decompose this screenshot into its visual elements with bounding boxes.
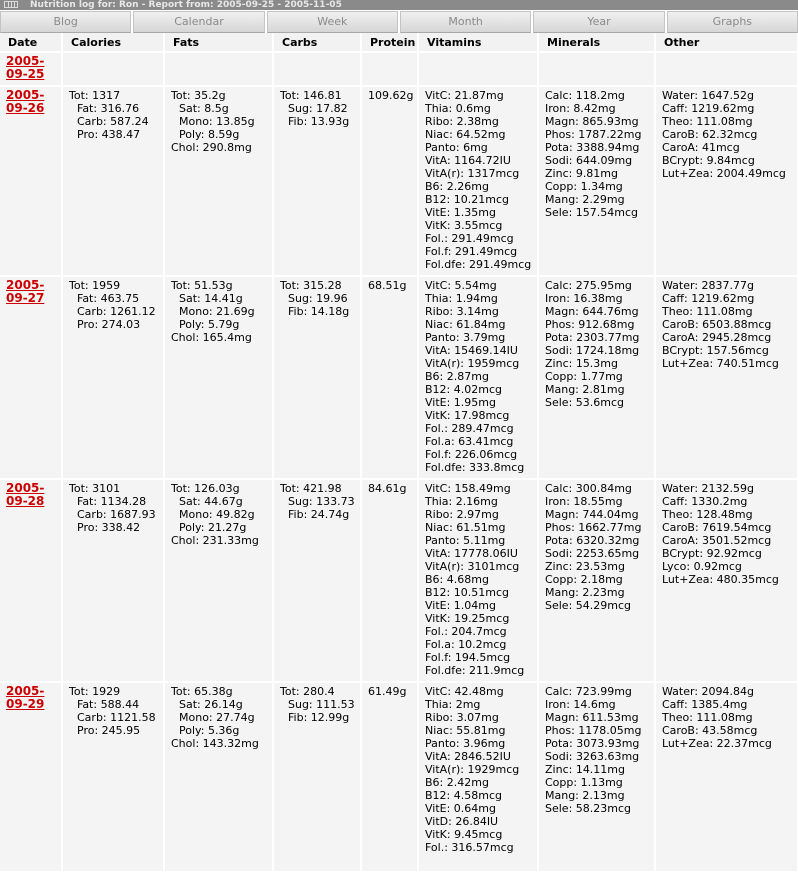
calories-value: Carb: 1261.12	[77, 305, 156, 318]
vitamins-value: Fol.dfe: 291.49mcg	[425, 258, 532, 271]
minerals-cell	[538, 682, 655, 872]
calories-value: Carb: 1121.58	[77, 711, 156, 724]
other-cell	[655, 682, 798, 872]
minerals-value: Copp: 2.18mg	[545, 573, 623, 586]
other-value: Theo: 111.08mg	[662, 115, 753, 128]
other-value: Theo: 128.48mg	[662, 508, 753, 521]
minerals-value: Iron: 16.38mg	[545, 292, 623, 305]
vitamins-value: VitK: 19.25mcg	[425, 612, 510, 625]
vitamins-value: VitD: 26.84IU	[425, 815, 499, 828]
date-link[interactable]: 2005-09-25	[6, 54, 45, 81]
minerals-value: Sodi: 1724.18mg	[545, 344, 640, 357]
minerals-value: Phos: 1662.77mg	[545, 521, 642, 534]
other-value: Caff: 1330.2mg	[662, 495, 748, 508]
vitamins-value: VitK: 9.45mcg	[425, 828, 503, 841]
vitamins-value: Thia: 2.16mg	[425, 495, 498, 508]
fats-value: Sat: 8.5g	[179, 102, 229, 115]
fats-value: Sat: 44.67g	[179, 495, 243, 508]
protein-value: 61.49g	[368, 685, 407, 698]
calories-cell	[62, 52, 164, 86]
carbs-value: Tot: 280.4	[280, 685, 335, 698]
minerals-value: Sodi: 644.09mg	[545, 154, 633, 167]
window-titlebar[interactable]	[0, 0, 798, 10]
other-value: CaroA: 3501.52mcg	[662, 534, 772, 547]
column-header-vitamins: Vitamins	[418, 33, 538, 52]
minerals-value: Phos: 1787.22mg	[545, 128, 642, 141]
other-value: Water: 1647.52g	[662, 89, 754, 102]
vitamins-value: VitA: 15469.14IU	[425, 344, 518, 357]
vitamins-value: Panto: 3.96mg	[425, 737, 506, 750]
protein-cell	[361, 682, 418, 872]
nutrition-table	[0, 33, 798, 873]
calories-value: Pro: 438.47	[77, 128, 141, 141]
vitamins-value: VitK: 3.55mcg	[425, 219, 503, 232]
fats-value: Tot: 51.53g	[171, 279, 233, 292]
vitamins-cell	[418, 52, 538, 86]
vitamins-value: VitA: 2846.52IU	[425, 750, 511, 763]
minerals-cell	[538, 479, 655, 682]
calories-value: Carb: 1687.93	[77, 508, 156, 521]
carbs-value: Tot: 146.81	[280, 89, 342, 102]
fats-cell	[164, 479, 273, 682]
protein-cell	[361, 52, 418, 86]
date-link[interactable]: 2005-09-28	[6, 481, 45, 508]
vitamins-value: VitK: 17.98mcg	[425, 409, 510, 422]
vitamins-value: B6: 2.87mg	[425, 370, 489, 383]
minerals-value: Copp: 1.13mg	[545, 776, 623, 789]
minerals-value: Mang: 2.29mg	[545, 193, 625, 206]
table-row	[0, 682, 798, 872]
minerals-value: Sodi: 3263.63mg	[545, 750, 640, 763]
minerals-value: Pota: 3388.94mg	[545, 141, 640, 154]
column-header-minerals: Minerals	[538, 33, 655, 52]
calories-value: Tot: 3101	[69, 482, 121, 495]
other-value: Lut+Zea: 480.35mcg	[662, 573, 779, 586]
table-body	[0, 52, 798, 872]
date-cell	[0, 86, 62, 276]
minerals-value: Mang: 2.81mg	[545, 383, 625, 396]
tab-blog[interactable]: Blog	[0, 11, 131, 33]
column-header-date: Date	[0, 33, 62, 52]
vitamins-value: B6: 4.68mg	[425, 573, 489, 586]
vitamins-value: Niac: 64.52mg	[425, 128, 506, 141]
vitamins-value: Fol.: 291.49mcg	[425, 232, 514, 245]
date-link[interactable]: 2005-09-29	[6, 684, 45, 711]
carbs-value: Sug: 17.82	[288, 102, 348, 115]
minerals-value: Zinc: 9.81mg	[545, 167, 619, 180]
calories-value: Carb: 587.24	[77, 115, 149, 128]
minerals-value: Sele: 54.29mcg	[545, 599, 632, 612]
column-header-protein: Protein	[361, 33, 418, 52]
vitamins-value: VitC: 21.87mg	[425, 89, 504, 102]
fats-value: Tot: 126.03g	[171, 482, 240, 495]
protein-value: 84.61g	[368, 482, 407, 495]
fats-cell	[164, 86, 273, 276]
column-header-other: Other	[655, 33, 798, 52]
carbs-value: Fib: 13.93g	[288, 115, 350, 128]
vitamins-value: Niac: 61.84mg	[425, 318, 506, 331]
vitamins-value: B12: 4.02mcg	[425, 383, 502, 396]
fats-value: Tot: 65.38g	[171, 685, 233, 698]
minerals-value: Pota: 3073.93mg	[545, 737, 640, 750]
date-cell	[0, 479, 62, 682]
calories-cell	[62, 86, 164, 276]
fats-value: Mono: 27.74g	[179, 711, 255, 724]
minerals-value: Iron: 18.55mg	[545, 495, 623, 508]
vitamins-value: Panto: 5.11mg	[425, 534, 506, 547]
vitamins-cell	[418, 682, 538, 872]
carbs-cell	[273, 479, 361, 682]
vitamins-value: Thia: 1.94mg	[425, 292, 498, 305]
minerals-value: Sele: 157.54mcg	[545, 206, 639, 219]
date-cell	[0, 276, 62, 479]
fats-value: Poly: 21.27g	[179, 521, 247, 534]
column-header-carbs: Carbs	[273, 33, 361, 52]
fats-value: Sat: 14.41g	[179, 292, 243, 305]
other-cell	[655, 276, 798, 479]
column-header-fats: Fats	[164, 33, 273, 52]
date-link[interactable]: 2005-09-27	[6, 278, 45, 305]
carbs-value: Fib: 14.18g	[288, 305, 350, 318]
vitamins-value: VitA: 1164.72IU	[425, 154, 511, 167]
minerals-value: Calc: 118.2mg	[545, 89, 625, 102]
fats-value: Chol: 231.33mg	[171, 534, 259, 547]
fats-value: Chol: 143.32mg	[171, 737, 259, 750]
protein-value: 68.51g	[368, 279, 407, 292]
carbs-cell	[273, 52, 361, 86]
vitamins-value: VitC: 42.48mg	[425, 685, 504, 698]
calories-value: Tot: 1959	[69, 279, 121, 292]
minerals-value: Zinc: 14.11mg	[545, 763, 626, 776]
minerals-value: Phos: 1178.05mg	[545, 724, 642, 737]
protein-value: 109.62g	[368, 89, 414, 102]
minerals-value: Magn: 744.04mg	[545, 508, 639, 521]
carbs-value: Sug: 133.73	[288, 495, 355, 508]
minerals-value: Pota: 6320.32mg	[545, 534, 640, 547]
vitamins-value: B6: 2.42mg	[425, 776, 489, 789]
table-header-row	[0, 33, 798, 52]
fats-cell	[164, 276, 273, 479]
vitamins-cell	[418, 86, 538, 276]
carbs-value: Fib: 12.99g	[288, 711, 350, 724]
other-value: Water: 2837.77g	[662, 279, 754, 292]
other-value: Caff: 1219.62mg	[662, 102, 755, 115]
minerals-cell	[538, 276, 655, 479]
carbs-cell	[273, 682, 361, 872]
other-value: CaroB: 62.32mcg	[662, 128, 758, 141]
fats-value: Mono: 21.69g	[179, 305, 255, 318]
fats-value: Poly: 5.79g	[179, 318, 240, 331]
vitamins-value: Thia: 0.6mg	[425, 102, 491, 115]
column-header-calories: Calories	[62, 33, 164, 52]
minerals-cell	[538, 86, 655, 276]
calories-value: Pro: 274.03	[77, 318, 141, 331]
fats-cell	[164, 52, 273, 86]
minerals-value: Calc: 723.99mg	[545, 685, 632, 698]
minerals-value: Zinc: 15.3mg	[545, 357, 619, 370]
vitamins-value: VitA(r): 3101mcg	[425, 560, 520, 573]
fats-value: Poly: 5.36g	[179, 724, 240, 737]
other-value: Caff: 1385.4mg	[662, 698, 748, 711]
calories-value: Fat: 588.44	[77, 698, 140, 711]
vitamins-value: Ribo: 3.14mg	[425, 305, 499, 318]
vitamins-value: Fol.f: 226.06mcg	[425, 448, 518, 461]
other-value: CaroB: 7619.54mcg	[662, 521, 772, 534]
other-value: Lyco: 0.92mcg	[662, 560, 742, 573]
minerals-value: Calc: 300.84mg	[545, 482, 632, 495]
other-value: BCrypt: 9.84mcg	[662, 154, 755, 167]
tab-week[interactable]: Week	[267, 11, 398, 33]
vitamins-value: Panto: 3.79mg	[425, 331, 506, 344]
vitamins-value: VitE: 1.04mg	[425, 599, 496, 612]
calories-value: Tot: 1929	[69, 685, 121, 698]
minerals-cell	[538, 52, 655, 86]
vitamins-value: Fol.a: 10.2mcg	[425, 638, 507, 651]
calories-cell	[62, 276, 164, 479]
vitamins-value: Fol.dfe: 333.8mcg	[425, 461, 525, 474]
minerals-value: Calc: 275.95mg	[545, 279, 632, 292]
vitamins-value: VitA(r): 1959mcg	[425, 357, 520, 370]
vitamins-value: B12: 4.58mcg	[425, 789, 502, 802]
vitamins-value: Niac: 61.51mg	[425, 521, 506, 534]
vitamins-value: VitC: 5.54mg	[425, 279, 497, 292]
other-value: Lut+Zea: 740.51mcg	[662, 357, 779, 370]
minerals-value: Sodi: 2253.65mg	[545, 547, 640, 560]
other-value: Lut+Zea: 2004.49mcg	[662, 167, 786, 180]
table-row	[0, 86, 798, 276]
calories-value: Pro: 245.95	[77, 724, 141, 737]
vitamins-cell	[418, 276, 538, 479]
vitamins-value: VitC: 158.49mg	[425, 482, 511, 495]
date-cell	[0, 682, 62, 872]
minerals-value: Iron: 14.6mg	[545, 698, 616, 711]
minerals-value: Iron: 8.42mg	[545, 102, 616, 115]
vitamins-value: VitA: 17778.06IU	[425, 547, 518, 560]
calories-value: Tot: 1317	[69, 89, 121, 102]
window-title: Nutrition log for: Ron - Report from: 2005-09-25 - 2005-11-05	[30, 0, 342, 10]
other-cell	[655, 479, 798, 682]
vitamins-value: Ribo: 2.38mg	[425, 115, 499, 128]
table-row	[0, 276, 798, 479]
protein-cell	[361, 276, 418, 479]
minerals-value: Sele: 58.23mcg	[545, 802, 632, 815]
minerals-value: Zinc: 23.53mg	[545, 560, 626, 573]
vitamins-value: Fol.: 204.7mcg	[425, 625, 507, 638]
other-value: BCrypt: 157.56mcg	[662, 344, 769, 357]
other-value: CaroB: 6503.88mcg	[662, 318, 772, 331]
vitamins-value: B6: 2.26mg	[425, 180, 489, 193]
view-tabs	[0, 10, 798, 33]
other-value: Lut+Zea: 22.37mcg	[662, 737, 772, 750]
calories-value: Fat: 316.76	[77, 102, 140, 115]
vitamins-value: Panto: 6mg	[425, 141, 488, 154]
carbs-cell	[273, 276, 361, 479]
other-value: BCrypt: 92.92mcg	[662, 547, 762, 560]
tab-year[interactable]: Year	[533, 11, 664, 33]
vitamins-value: Ribo: 2.97mg	[425, 508, 499, 521]
other-value: Caff: 1219.62mg	[662, 292, 755, 305]
minerals-value: Sele: 53.6mcg	[545, 396, 625, 409]
tab-graphs[interactable]: Graphs	[667, 11, 798, 33]
vitamins-value: Fol.: 289.47mcg	[425, 422, 514, 435]
table-row	[0, 52, 798, 86]
tab-calendar[interactable]: Calendar	[133, 11, 264, 33]
other-cell	[655, 86, 798, 276]
tab-month[interactable]: Month	[400, 11, 531, 33]
vitamins-value: Fol.f: 291.49mcg	[425, 245, 518, 258]
vitamins-value: Fol.f: 194.5mcg	[425, 651, 511, 664]
other-value: CaroA: 2945.28mcg	[662, 331, 772, 344]
calories-value: Fat: 463.75	[77, 292, 140, 305]
fats-value: Mono: 13.85g	[179, 115, 255, 128]
calories-value: Pro: 338.42	[77, 521, 141, 534]
minerals-value: Copp: 1.34mg	[545, 180, 623, 193]
calories-value: Fat: 1134.28	[77, 495, 147, 508]
other-value: Water: 2094.84g	[662, 685, 754, 698]
vitamins-cell	[418, 479, 538, 682]
carbs-value: Tot: 315.28	[280, 279, 342, 292]
calories-cell	[62, 479, 164, 682]
carbs-value: Sug: 19.96	[288, 292, 348, 305]
date-link[interactable]: 2005-09-26	[6, 88, 45, 115]
fats-value: Sat: 26.14g	[179, 698, 243, 711]
minerals-value: Magn: 611.53mg	[545, 711, 639, 724]
calories-cell	[62, 682, 164, 872]
carbs-value: Tot: 421.98	[280, 482, 342, 495]
vitamins-value: Fol.: 316.57mcg	[425, 841, 514, 854]
carbs-cell	[273, 86, 361, 276]
other-value: Water: 2132.59g	[662, 482, 754, 495]
vitamins-value: Niac: 55.81mg	[425, 724, 506, 737]
fats-value: Tot: 35.2g	[171, 89, 226, 102]
vitamins-value: B12: 10.51mcg	[425, 586, 509, 599]
protein-cell	[361, 86, 418, 276]
fats-value: Chol: 290.8mg	[171, 141, 252, 154]
carbs-value: Fib: 24.74g	[288, 508, 350, 521]
minerals-value: Magn: 865.93mg	[545, 115, 639, 128]
other-value: Theo: 111.08mg	[662, 305, 753, 318]
vitamins-value: Fol.dfe: 211.9mcg	[425, 664, 525, 677]
vitamins-value: Ribo: 3.07mg	[425, 711, 499, 724]
date-cell	[0, 52, 62, 86]
fats-cell	[164, 682, 273, 872]
vitamins-value: VitA(r): 1317mcg	[425, 167, 520, 180]
vitamins-value: VitE: 1.35mg	[425, 206, 496, 219]
fats-value: Mono: 49.82g	[179, 508, 255, 521]
other-value: CaroA: 41mcg	[662, 141, 740, 154]
vitamins-value: Thia: 2mg	[425, 698, 481, 711]
minerals-value: Copp: 1.77mg	[545, 370, 623, 383]
minerals-value: Mang: 2.13mg	[545, 789, 625, 802]
minerals-value: Phos: 912.68mg	[545, 318, 635, 331]
table-row	[0, 479, 798, 682]
vitamins-value: Fol.a: 63.41mcg	[425, 435, 514, 448]
protein-cell	[361, 479, 418, 682]
window-grip-icon[interactable]	[4, 1, 18, 8]
vitamins-value: B12: 10.21mcg	[425, 193, 509, 206]
minerals-value: Mang: 2.23mg	[545, 586, 625, 599]
fats-value: Chol: 165.4mg	[171, 331, 252, 344]
minerals-value: Magn: 644.76mg	[545, 305, 639, 318]
minerals-value: Pota: 2303.77mg	[545, 331, 640, 344]
fats-value: Poly: 8.59g	[179, 128, 240, 141]
vitamins-value: VitE: 0.64mg	[425, 802, 496, 815]
other-cell	[655, 52, 798, 86]
vitamins-value: VitA(r): 1929mcg	[425, 763, 520, 776]
carbs-value: Sug: 111.53	[288, 698, 355, 711]
other-value: CaroB: 43.58mcg	[662, 724, 758, 737]
vitamins-value: VitE: 1.95mg	[425, 396, 496, 409]
other-value: Theo: 111.08mg	[662, 711, 753, 724]
